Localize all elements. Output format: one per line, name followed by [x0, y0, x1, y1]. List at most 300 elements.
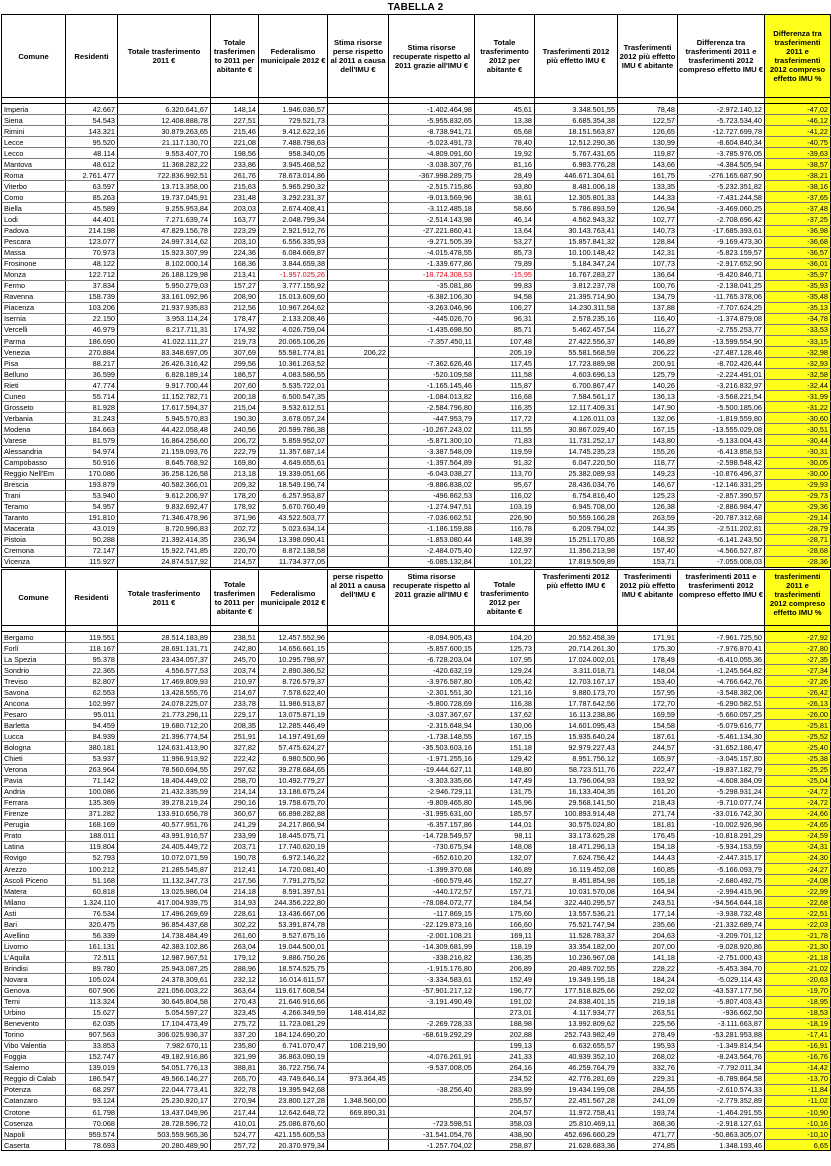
cell-residenti: 31.243	[66, 413, 118, 424]
cell-risorse-perse-imu	[328, 358, 389, 369]
cell-risorse-recuperate-imu: -1.402.464,98	[389, 104, 475, 115]
table-row	[2, 830, 831, 841]
cell-tot-2012-abitante: 129,42	[475, 753, 535, 764]
cell-comune: Caserta	[2, 1140, 66, 1151]
cell-trasf-2012-imu-abitante: 154,18	[618, 841, 678, 852]
cell-comune: Taranto	[2, 512, 66, 523]
cell-risorse-recuperate-imu: -1.435.698,50	[389, 324, 475, 335]
cell-tot-2011-abitante: 223,29	[211, 225, 259, 236]
cell-trasf-2012-imu: 21.628.683,36	[535, 1140, 618, 1151]
cell-diff-eur: -2.680.492,75	[678, 875, 765, 886]
cell-comune: Como	[2, 192, 66, 203]
cell-risorse-perse-imu	[328, 1129, 389, 1140]
cell-tot-2011: 5.054.597,27	[118, 1007, 211, 1018]
cell-risorse-recuperate-imu: -5.871.300,10	[389, 435, 475, 446]
cell-tot-2011-abitante: 178,20	[211, 490, 259, 501]
cell-tot-2012-abitante: 101,22	[475, 556, 535, 567]
cell-tot-2012-abitante: 125,73	[475, 643, 535, 654]
cell-trasf-2012-imu-abitante: 181,81	[618, 819, 678, 830]
cell-tot-2011-abitante: 388,81	[211, 1062, 259, 1073]
cell-trasf-2012-imu-abitante: 175,30	[618, 643, 678, 654]
cell-tot-2012-abitante: 188,98	[475, 1018, 535, 1029]
cell-risorse-recuperate-imu: -1.186.159,88	[389, 523, 475, 534]
col-header-diff-pct: Differenza tra trasferimenti 2011 e trasferimenti 2012 compreso effetto IMU %	[765, 15, 831, 98]
cell-comune: Imperia	[2, 104, 66, 115]
cell-trasf-2012-imu-abitante: 100,76	[618, 280, 678, 291]
cell-tot-2011: 40.577.951,76	[118, 819, 211, 830]
cell-comune: Ravenna	[2, 291, 66, 302]
cell-tot-2011: 28.728.596,72	[118, 1118, 211, 1129]
cell-risorse-recuperate-imu: -5.857.600,15	[389, 643, 475, 654]
cell-diff-eur: -12.727.699,78	[678, 126, 765, 137]
cell-federalismo-2012: 12.285.446,49	[259, 720, 328, 731]
cell-comune: Forlì	[2, 643, 66, 654]
cell-risorse-recuperate-imu: -2.001.108,21	[389, 930, 475, 941]
cell-diff-eur: -94.564.644,18	[678, 897, 765, 908]
cell-diff-pct: -37,25	[765, 214, 831, 225]
cell-residenti: 54.957	[66, 501, 118, 512]
cell-trasf-2012-imu-abitante: 167,15	[618, 424, 678, 435]
table-row	[2, 863, 831, 874]
col-header-risorse-perse-imu: Stima risorse perse rispetto al 2011 a causa dell'IMU €	[328, 15, 389, 98]
cell-federalismo-2012: 7.488.798,63	[259, 137, 328, 148]
cell-trasf-2012-imu: 24.838.401,15	[535, 996, 618, 1007]
cell-diff-eur: -5.079.616,77	[678, 720, 765, 731]
cell-federalismo-2012: 4.649.655,61	[259, 457, 328, 468]
cell-risorse-recuperate-imu	[389, 1107, 475, 1118]
cell-federalismo-2012: 19.044.500,01	[259, 941, 328, 952]
cell-diff-eur: -2.610.574,33	[678, 1084, 765, 1095]
table-row	[2, 698, 831, 709]
cell-diff-pct: -25,52	[765, 731, 831, 742]
cell-tot-2011: 503.559.965,36	[118, 1129, 211, 1140]
cell-risorse-recuperate-imu: -6.382.106,30	[389, 291, 475, 302]
cell-tot-2011-abitante: 322,78	[211, 1084, 259, 1095]
cell-diff-eur: -5.500.185,06	[678, 402, 765, 413]
cell-residenti: 95.520	[66, 137, 118, 148]
cell-risorse-recuperate-imu: -5.955.832,65	[389, 115, 475, 126]
col-header-risorse-recuperate-imu: Stima risorse recuperate rispetto al 2011 grazie all'IMU €	[389, 570, 475, 626]
cell-trasf-2012-imu-abitante: 184,24	[618, 974, 678, 985]
cell-tot-2012-abitante: 152,49	[475, 974, 535, 985]
cell-federalismo-2012: 10.295.798,97	[259, 654, 328, 665]
cell-trasf-2012-imu-abitante: 178,49	[618, 654, 678, 665]
cell-trasf-2012-imu: 4.117.934,77	[535, 1007, 618, 1018]
cell-diff-pct: -21,02	[765, 963, 831, 974]
cell-diff-eur: -3.209.701,12	[678, 930, 765, 941]
cell-federalismo-2012: 244.356.222,80	[259, 897, 328, 908]
cell-trasf-2012-imu-abitante: 143,66	[618, 159, 678, 170]
cell-diff-pct: -35,13	[765, 302, 831, 313]
cell-federalismo-2012: 5.535.722,01	[259, 380, 328, 391]
cell-comune: Bergamo	[2, 632, 66, 643]
cell-comune: Crotone	[2, 1107, 66, 1118]
cell-tot-2011: 17.617.594,37	[118, 402, 211, 413]
cell-diff-eur: -10.002.926,96	[678, 819, 765, 830]
cell-federalismo-2012: 13.186.675,24	[259, 786, 328, 797]
cell-risorse-perse-imu	[328, 291, 389, 302]
cell-trasf-2012-imu: 28.436.034,76	[535, 479, 618, 490]
cell-trasf-2012-imu-abitante: 140,26	[618, 380, 678, 391]
cell-tot-2012-abitante: 283,99	[475, 1084, 535, 1095]
cell-comune: Barletta	[2, 720, 66, 731]
cell-diff-pct: -14,42	[765, 1062, 831, 1073]
cell-diff-eur: -936.662,50	[678, 1007, 765, 1018]
cell-comune: Padova	[2, 225, 66, 236]
cell-trasf-2012-imu: 46.259.764,79	[535, 1062, 618, 1073]
cell-tot-2012-abitante: 118,19	[475, 941, 535, 952]
cell-federalismo-2012: 20.065.106,26	[259, 335, 328, 346]
table-row	[2, 643, 831, 654]
cell-diff-eur: -2.755.253,77	[678, 324, 765, 335]
cell-diff-eur: -6.410.055,36	[678, 654, 765, 665]
cell-diff-eur: -5.660.057,25	[678, 709, 765, 720]
cell-comune: Lucca	[2, 731, 66, 742]
cell-federalismo-2012: 6.980.500,96	[259, 753, 328, 764]
cell-trasf-2012-imu: 20.489.702,55	[535, 963, 618, 974]
cell-tot-2011: 21.117.130,70	[118, 137, 211, 148]
cell-residenti: 53.940	[66, 490, 118, 501]
cell-residenti: 70.973	[66, 247, 118, 258]
col-header-diff-pct: trasferimenti 2011 e trasferimenti 2012 compreso effetto IMU %	[765, 570, 831, 626]
cell-risorse-perse-imu	[328, 1029, 389, 1040]
cell-diff-pct: 6,65	[765, 1140, 831, 1151]
table-row	[2, 181, 831, 192]
cell-tot-2011: 11.152.782,71	[118, 391, 211, 402]
cell-diff-eur: -7.961.725,50	[678, 632, 765, 643]
cell-diff-pct: -21,78	[765, 930, 831, 941]
cell-risorse-recuperate-imu	[389, 1073, 475, 1084]
cell-diff-eur: -1.349.814,54	[678, 1040, 765, 1051]
table-header-1	[2, 15, 831, 98]
cell-residenti: 2.761.477	[66, 170, 118, 181]
cell-federalismo-2012: 24.217.866,94	[259, 819, 328, 830]
cell-diff-pct: -38,16	[765, 181, 831, 192]
cell-federalismo-2012: 421.155.605,53	[259, 1129, 328, 1140]
cell-trasf-2012-imu-abitante: 243,51	[618, 897, 678, 908]
table-row	[2, 941, 831, 952]
cell-tot-2011-abitante: 210,97	[211, 676, 259, 687]
col-header-residenti: Residenti	[66, 570, 118, 626]
cell-tot-2011: 21.159.093,76	[118, 446, 211, 457]
cell-tot-2012-abitante: 117,72	[475, 413, 535, 424]
cell-trasf-2012-imu: 3.812.237,78	[535, 280, 618, 291]
cell-residenti: 51.168	[66, 875, 118, 886]
table-row	[2, 468, 831, 479]
cell-trasf-2012-imu: 8.451.854,98	[535, 875, 618, 886]
cell-trasf-2012-imu: 14.745.235,23	[535, 446, 618, 457]
cell-diff-pct: -35,93	[765, 280, 831, 291]
cell-tot-2011-abitante: 371,96	[211, 512, 259, 523]
cell-residenti: 115.927	[66, 556, 118, 567]
cell-risorse-perse-imu	[328, 192, 389, 203]
cell-federalismo-2012: 1.946.036,57	[259, 104, 328, 115]
table-row	[2, 225, 831, 236]
cell-diff-pct: -29,36	[765, 501, 831, 512]
cell-risorse-perse-imu	[328, 490, 389, 501]
cell-diff-eur: -2.447.315,17	[678, 852, 765, 863]
cell-comune: Foggia	[2, 1051, 66, 1062]
cell-tot-2011-abitante: 148,14	[211, 104, 259, 115]
cell-trasf-2012-imu: 452.696.660,29	[535, 1129, 618, 1140]
cell-risorse-perse-imu	[328, 742, 389, 753]
cell-tot-2011-abitante: 209,32	[211, 479, 259, 490]
cell-federalismo-2012: 11.357.687,14	[259, 446, 328, 457]
cell-risorse-recuperate-imu: -2.515.715,86	[389, 181, 475, 192]
cell-comune: Savona	[2, 687, 66, 698]
cell-federalismo-2012: 78.673.014,86	[259, 170, 328, 181]
cell-tot-2011: 22.044.773,41	[118, 1084, 211, 1095]
cell-residenti: 94.459	[66, 720, 118, 731]
cell-tot-2011: 26.426.316,42	[118, 358, 211, 369]
cell-federalismo-2012: 39.278.684,65	[259, 764, 328, 775]
cell-diff-eur: -3.785.976,05	[678, 148, 765, 159]
cell-federalismo-2012: 14.720.081,40	[259, 863, 328, 874]
cell-federalismo-2012: 4.266.349,59	[259, 1007, 328, 1018]
cell-trasf-2012-imu: 16.133.404,35	[535, 786, 618, 797]
cell-tot-2011-abitante: 258,70	[211, 775, 259, 786]
cell-risorse-perse-imu	[328, 446, 389, 457]
cell-trasf-2012-imu: 5.767.431,65	[535, 148, 618, 159]
cell-trasf-2012-imu-abitante: 125,23	[618, 490, 678, 501]
cell-federalismo-2012: 3.678.057,24	[259, 413, 328, 424]
table-row	[2, 170, 831, 181]
cell-tot-2011: 6.828.189,14	[118, 369, 211, 380]
cell-risorse-recuperate-imu: -6.043.038,27	[389, 468, 475, 479]
cell-risorse-perse-imu	[328, 402, 389, 413]
cell-tot-2011: 24.874.517,92	[118, 556, 211, 567]
cell-trasf-2012-imu-abitante: 144,35	[618, 523, 678, 534]
cell-diff-eur: -2.138.041,25	[678, 280, 765, 291]
cell-trasf-2012-imu: 5.462.457,54	[535, 324, 618, 335]
cell-risorse-perse-imu: 973.364,45	[328, 1073, 389, 1084]
cell-risorse-recuperate-imu: -2.946.729,11	[389, 786, 475, 797]
cell-trasf-2012-imu: 50.559.166,28	[535, 512, 618, 523]
cell-residenti: 85.263	[66, 192, 118, 203]
cell-trasf-2012-imu: 7.584.561,17	[535, 391, 618, 402]
cell-tot-2012-abitante: 78,40	[475, 137, 535, 148]
table-row	[2, 104, 831, 115]
cell-trasf-2012-imu: 20.552.458,39	[535, 632, 618, 643]
cell-tot-2011-abitante: 314,93	[211, 897, 259, 908]
cell-diff-pct: -36,98	[765, 225, 831, 236]
cell-trasf-2012-imu: 6.047.220,50	[535, 457, 618, 468]
cell-tot-2012-abitante: 38,61	[475, 192, 535, 203]
table-row	[2, 952, 831, 963]
cell-federalismo-2012: 6.741.070,47	[259, 1040, 328, 1051]
cell-tot-2011-abitante: 245,70	[211, 654, 259, 665]
cell-risorse-perse-imu: 148.414,82	[328, 1007, 389, 1018]
cell-tot-2012-abitante: 113,70	[475, 468, 535, 479]
cell-diff-pct: -47,02	[765, 104, 831, 115]
cell-risorse-perse-imu	[328, 556, 389, 567]
cell-tot-2011-abitante: 214,57	[211, 556, 259, 567]
cell-diff-pct: -22,03	[765, 919, 831, 930]
cell-tot-2012-abitante: 98,11	[475, 830, 535, 841]
cell-diff-pct: -24,08	[765, 875, 831, 886]
cell-diff-pct: -21,18	[765, 952, 831, 963]
cell-tot-2012-abitante: 107,95	[475, 654, 535, 665]
cell-tot-2012-abitante: 130,06	[475, 720, 535, 731]
cell-comune: Matera	[2, 886, 66, 897]
cell-federalismo-2012: 14.197.491,69	[259, 731, 328, 742]
cell-diff-pct: -36,68	[765, 236, 831, 247]
cell-tot-2011: 42.383.102,86	[118, 941, 211, 952]
cell-diff-eur: -10.818.291,29	[678, 830, 765, 841]
cell-diff-pct: -10,16	[765, 1118, 831, 1129]
cell-diff-pct: -10,10	[765, 1129, 831, 1140]
cell-federalismo-2012: 3.844.659,38	[259, 258, 328, 269]
cell-tot-2011: 24.405.449,72	[118, 841, 211, 852]
cell-risorse-recuperate-imu: -6.728.203,04	[389, 654, 475, 665]
cell-trasf-2012-imu-abitante: 169,59	[618, 709, 678, 720]
table-row	[2, 501, 831, 512]
cell-tot-2011-abitante: 190,30	[211, 413, 259, 424]
cell-residenti: 371.282	[66, 808, 118, 819]
cell-diff-eur: -3.045.157,80	[678, 753, 765, 764]
col-header-trasf-2012-imu-abitante: Trasferimenti 2012 più effetto IMU € abitante	[618, 15, 678, 98]
cell-tot-2011-abitante: 202,72	[211, 523, 259, 534]
cell-residenti: 48.114	[66, 148, 118, 159]
cell-tot-2011: 7.982.670,11	[118, 1040, 211, 1051]
cell-residenti: 63.597	[66, 181, 118, 192]
cell-risorse-perse-imu	[328, 236, 389, 247]
cell-comune: Perugia	[2, 819, 66, 830]
cell-tot-2011-abitante: 220,70	[211, 545, 259, 556]
cell-risorse-recuperate-imu: -31.995.631,60	[389, 808, 475, 819]
cell-tot-2011-abitante: 238,51	[211, 632, 259, 643]
cell-tot-2011-abitante: 219,73	[211, 335, 259, 346]
cell-comune: Monza	[2, 269, 66, 280]
cell-federalismo-2012: 18.549.196,74	[259, 479, 328, 490]
cell-residenti: 100.086	[66, 786, 118, 797]
cell-risorse-perse-imu	[328, 797, 389, 808]
table-row	[2, 291, 831, 302]
table-row	[2, 1073, 831, 1084]
cell-risorse-perse-imu	[328, 302, 389, 313]
cell-tot-2011-abitante: 222,79	[211, 446, 259, 457]
table-row	[2, 808, 831, 819]
cell-federalismo-2012: 10.967.264,62	[259, 302, 328, 313]
cell-trasf-2012-imu: 11.528.783,37	[535, 930, 618, 941]
cell-trasf-2012-imu: 27.422.556,37	[535, 335, 618, 346]
cell-risorse-recuperate-imu: -18.724.308,53	[389, 269, 475, 280]
cell-residenti: 88.217	[66, 358, 118, 369]
cell-tot-2012-abitante: 85,73	[475, 247, 535, 258]
table-row	[2, 1084, 831, 1095]
cell-tot-2011: 15.923.307,99	[118, 247, 211, 258]
cell-comune: Bari	[2, 919, 66, 930]
cell-federalismo-2012: 12.457.552,96	[259, 632, 328, 643]
cell-comune: Firenze	[2, 808, 66, 819]
cell-tot-2012-abitante: 119,59	[475, 446, 535, 457]
cell-risorse-perse-imu	[328, 269, 389, 280]
cell-diff-eur: -4.566.527,87	[678, 545, 765, 556]
cell-tot-2012-abitante: 438,90	[475, 1129, 535, 1140]
cell-comune: Belluno	[2, 369, 66, 380]
col-header-risorse-recuperate-imu: Stima risorse recuperate rispetto al 2011 grazie all'IMU €	[389, 15, 475, 98]
cell-diff-pct: -22,51	[765, 908, 831, 919]
cell-risorse-perse-imu	[328, 258, 389, 269]
cell-tot-2012-abitante: 191,02	[475, 996, 535, 1007]
cell-risorse-perse-imu	[328, 996, 389, 1007]
cell-tot-2012-abitante: 71,83	[475, 435, 535, 446]
table-part-2	[1, 569, 831, 1151]
cell-federalismo-2012: 184.124.690,20	[259, 1029, 328, 1040]
cell-trasf-2012-imu: 16.767.283,27	[535, 269, 618, 280]
cell-tot-2011: 21.937.935,83	[118, 302, 211, 313]
cell-risorse-recuperate-imu	[389, 1040, 475, 1051]
cell-risorse-perse-imu	[328, 852, 389, 863]
cell-trasf-2012-imu: 6.700.867,47	[535, 380, 618, 391]
table-row	[2, 457, 831, 468]
cell-risorse-recuperate-imu	[389, 1007, 475, 1018]
cell-risorse-perse-imu	[328, 1084, 389, 1095]
cell-tot-2011-abitante: 168,36	[211, 258, 259, 269]
col-header-diff-eur: Differenza tra trasferimenti 2011 e trasferimenti 2012 compreso effetto IMU €	[678, 15, 765, 98]
cell-residenti: 139.019	[66, 1062, 118, 1073]
table-row	[2, 490, 831, 501]
cell-diff-pct: -21,30	[765, 941, 831, 952]
cell-tot-2012-abitante: 185,57	[475, 808, 535, 819]
cell-comune: La Spezia	[2, 654, 66, 665]
cell-residenti: 270.884	[66, 347, 118, 358]
cell-risorse-recuperate-imu: -1.738.148,55	[389, 731, 475, 742]
cell-comune: Brindisi	[2, 963, 66, 974]
cell-tot-2012-abitante: 204,57	[475, 1107, 535, 1118]
cell-diff-pct: -37,48	[765, 203, 831, 214]
cell-tot-2011-abitante: 214,14	[211, 786, 259, 797]
cell-diff-pct: -25,04	[765, 775, 831, 786]
cell-diff-pct: -29,14	[765, 512, 831, 523]
cell-diff-pct: -32,98	[765, 347, 831, 358]
cell-tot-2012-abitante: 95,67	[475, 479, 535, 490]
cell-federalismo-2012: 16.014.611,57	[259, 974, 328, 985]
cell-diff-pct: -27,34	[765, 665, 831, 676]
cell-diff-eur: -33.016.742,30	[678, 808, 765, 819]
cell-trasf-2012-imu: 15.251.170,85	[535, 534, 618, 545]
cell-federalismo-2012: 14.656.661,15	[259, 643, 328, 654]
cell-federalismo-2012: 19.758.675,70	[259, 797, 328, 808]
cell-residenti: 907.563	[66, 1029, 118, 1040]
table-row	[2, 512, 831, 523]
cell-risorse-perse-imu: 669.890,31	[328, 1107, 389, 1118]
cell-trasf-2012-imu-abitante: 141,18	[618, 952, 678, 963]
cell-tot-2011-abitante: 214,18	[211, 886, 259, 897]
cell-comune: Viterbo	[2, 181, 66, 192]
cell-residenti: 95.011	[66, 709, 118, 720]
col-header-tot-2012-abitante: Totale trasferimento 2012 per abitante €	[475, 15, 535, 98]
cell-risorse-recuperate-imu: -3.038.307,76	[389, 159, 475, 170]
cell-risorse-recuperate-imu: -1.084.013,82	[389, 391, 475, 402]
table-row	[2, 214, 831, 225]
cell-diff-eur: -9.420.846,71	[678, 269, 765, 280]
cell-residenti: 52.793	[66, 852, 118, 863]
cell-trasf-2012-imu-abitante: 136,13	[618, 391, 678, 402]
cell-tot-2012-abitante: 13,64	[475, 225, 535, 236]
cell-trasf-2012-imu-abitante: 229,31	[618, 1073, 678, 1084]
cell-diff-eur: -7.792.011,34	[678, 1062, 765, 1073]
cell-residenti: 43.019	[66, 523, 118, 534]
cell-residenti: 100.212	[66, 863, 118, 874]
cell-risorse-perse-imu	[328, 1051, 389, 1062]
cell-residenti: 158.739	[66, 291, 118, 302]
cell-diff-pct: -28,71	[765, 534, 831, 545]
cell-risorse-perse-imu	[328, 170, 389, 181]
cell-comune: Macerata	[2, 523, 66, 534]
table-row	[2, 1107, 831, 1118]
cell-risorse-recuperate-imu: -1.397.564,89	[389, 457, 475, 468]
